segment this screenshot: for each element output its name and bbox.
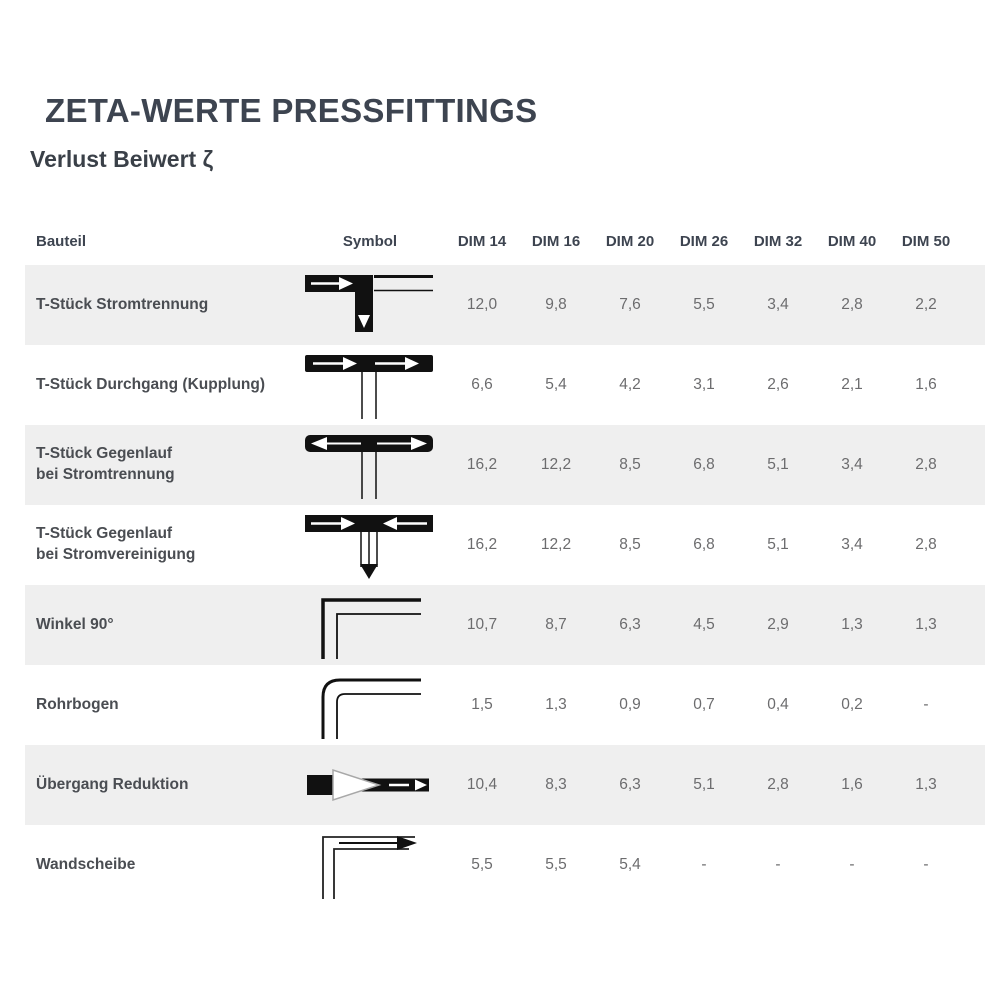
bauteil-label — [25, 695, 295, 716]
zeta-value: 5,4 — [545, 376, 567, 393]
zeta-value: 0,4 — [767, 696, 789, 713]
zeta-value: 6,6 — [471, 376, 493, 393]
table-row — [25, 745, 985, 825]
zeta-value: 10,4 — [466, 776, 498, 793]
elbow-90-icon — [295, 589, 445, 661]
bauteil-label — [25, 524, 295, 566]
zeta-value: 8,7 — [545, 616, 567, 633]
bauteil-label-line: T-Stück Gegenlauf — [36, 445, 173, 463]
zeta-value: 0,7 — [693, 696, 715, 713]
zeta-value: 5,4 — [619, 856, 641, 873]
bauteil-label — [25, 855, 295, 876]
zeta-value: 4,2 — [619, 376, 641, 393]
column-header: DIM 16 — [531, 232, 581, 250]
zeta-value: 2,1 — [841, 376, 863, 393]
zeta-value: 4,5 — [693, 616, 715, 633]
zeta-value: 1,3 — [545, 696, 567, 713]
zeta-value: 0,9 — [619, 696, 641, 713]
bauteil-label — [25, 295, 295, 316]
zeta-value: 5,5 — [545, 856, 567, 873]
column-header: Symbol — [342, 232, 398, 250]
column-header: DIM 26 — [679, 232, 729, 250]
zeta-value: 9,8 — [545, 296, 567, 313]
zeta-value: 0,2 — [841, 696, 863, 713]
bauteil-label-line: T-Stück Stromtrennung — [36, 295, 209, 313]
zeta-value: 1,6 — [915, 376, 937, 393]
zeta-value: 2,8 — [915, 536, 937, 553]
tee-flow-separation-icon — [295, 269, 445, 341]
bauteil-label — [25, 775, 295, 796]
zeta-value: - — [923, 696, 929, 713]
page-subtitle: Verlust Beiwert ζ — [30, 146, 214, 172]
bauteil-label-line: Übergang Reduktion — [36, 775, 189, 793]
zeta-value: 5,5 — [471, 856, 493, 873]
bauteil-label — [25, 444, 295, 486]
zeta-value: 7,6 — [619, 296, 641, 313]
zeta-value: 1,3 — [915, 776, 937, 793]
bauteil-label-line: T-Stück Gegenlauf — [36, 525, 173, 543]
table-row — [25, 585, 985, 665]
zeta-value: 6,8 — [693, 536, 715, 553]
zeta-value: 6,8 — [693, 456, 715, 473]
zeta-value: 2,8 — [915, 456, 937, 473]
column-header: DIM 32 — [753, 232, 803, 250]
zeta-value: 3,1 — [693, 376, 715, 393]
zeta-value: - — [849, 856, 855, 873]
table-row — [25, 505, 985, 585]
tee-counterflow-merge-icon — [295, 509, 445, 581]
zeta-value: 2,6 — [767, 376, 789, 393]
zeta-value: - — [701, 856, 707, 873]
zeta-value: 1,5 — [471, 696, 493, 713]
column-header: DIM 14 — [457, 232, 507, 250]
wall-plate-elbow-icon — [295, 829, 445, 901]
zeta-value: 1,3 — [841, 616, 863, 633]
page-title: ZETA-WERTE PRESSFITTINGS — [45, 92, 538, 129]
zeta-value: - — [775, 856, 781, 873]
table-row — [25, 425, 985, 505]
zeta-value: 3,4 — [841, 536, 863, 553]
zeta-value: 5,1 — [693, 776, 715, 793]
zeta-value: 8,3 — [545, 776, 567, 793]
reducer-transition-icon — [295, 749, 445, 821]
zeta-value: 12,2 — [540, 536, 572, 553]
tee-counterflow-separation-icon — [295, 429, 445, 501]
zeta-value: 12,2 — [540, 456, 572, 473]
zeta-value: 16,2 — [466, 456, 498, 473]
zeta-value: 2,9 — [767, 616, 789, 633]
table-header-row — [25, 217, 985, 265]
bauteil-label-line: Winkel 90° — [36, 615, 114, 633]
zeta-value: 5,5 — [693, 296, 715, 313]
bauteil-label-line: bei Stromvereinigung — [36, 546, 196, 563]
bauteil-label-line: Rohrbogen — [36, 695, 119, 713]
table-row — [25, 345, 985, 425]
column-header: DIM 20 — [605, 232, 655, 250]
zeta-value: 1,3 — [915, 616, 937, 633]
zeta-value: 2,8 — [841, 296, 863, 313]
table-row — [25, 665, 985, 745]
bauteil-label-line: Wandscheibe — [36, 855, 136, 873]
bauteil-label-line: T-Stück Durchgang (Kupplung) — [36, 375, 266, 393]
zeta-value: 2,2 — [915, 296, 937, 313]
column-header: DIM 40 — [827, 232, 877, 250]
zeta-value: 3,4 — [841, 456, 863, 473]
bauteil-label — [25, 375, 295, 396]
zeta-value: 16,2 — [466, 536, 498, 553]
column-header: DIM 50 — [901, 232, 951, 250]
table-row — [25, 265, 985, 345]
bauteil-label-line: bei Stromtrennung — [36, 466, 175, 483]
zeta-value: 6,3 — [619, 776, 641, 793]
zeta-value: 3,4 — [767, 296, 789, 313]
zeta-value: 5,1 — [767, 456, 789, 473]
column-header: Bauteil — [36, 232, 87, 250]
table-row — [25, 825, 985, 905]
zeta-value: 2,8 — [767, 776, 789, 793]
zeta-value: 8,5 — [619, 456, 641, 473]
zeta-value: 10,7 — [466, 616, 498, 633]
pipe-bend-icon — [295, 669, 445, 741]
bauteil-label — [25, 615, 295, 636]
tee-passage-coupling-icon — [295, 349, 445, 421]
zeta-value: 5,1 — [767, 536, 789, 553]
zeta-value: 8,5 — [619, 536, 641, 553]
zeta-table — [25, 217, 985, 905]
zeta-value: - — [923, 856, 929, 873]
zeta-value: 1,6 — [841, 776, 863, 793]
zeta-value: 12,0 — [466, 296, 498, 313]
zeta-value: 6,3 — [619, 616, 641, 633]
